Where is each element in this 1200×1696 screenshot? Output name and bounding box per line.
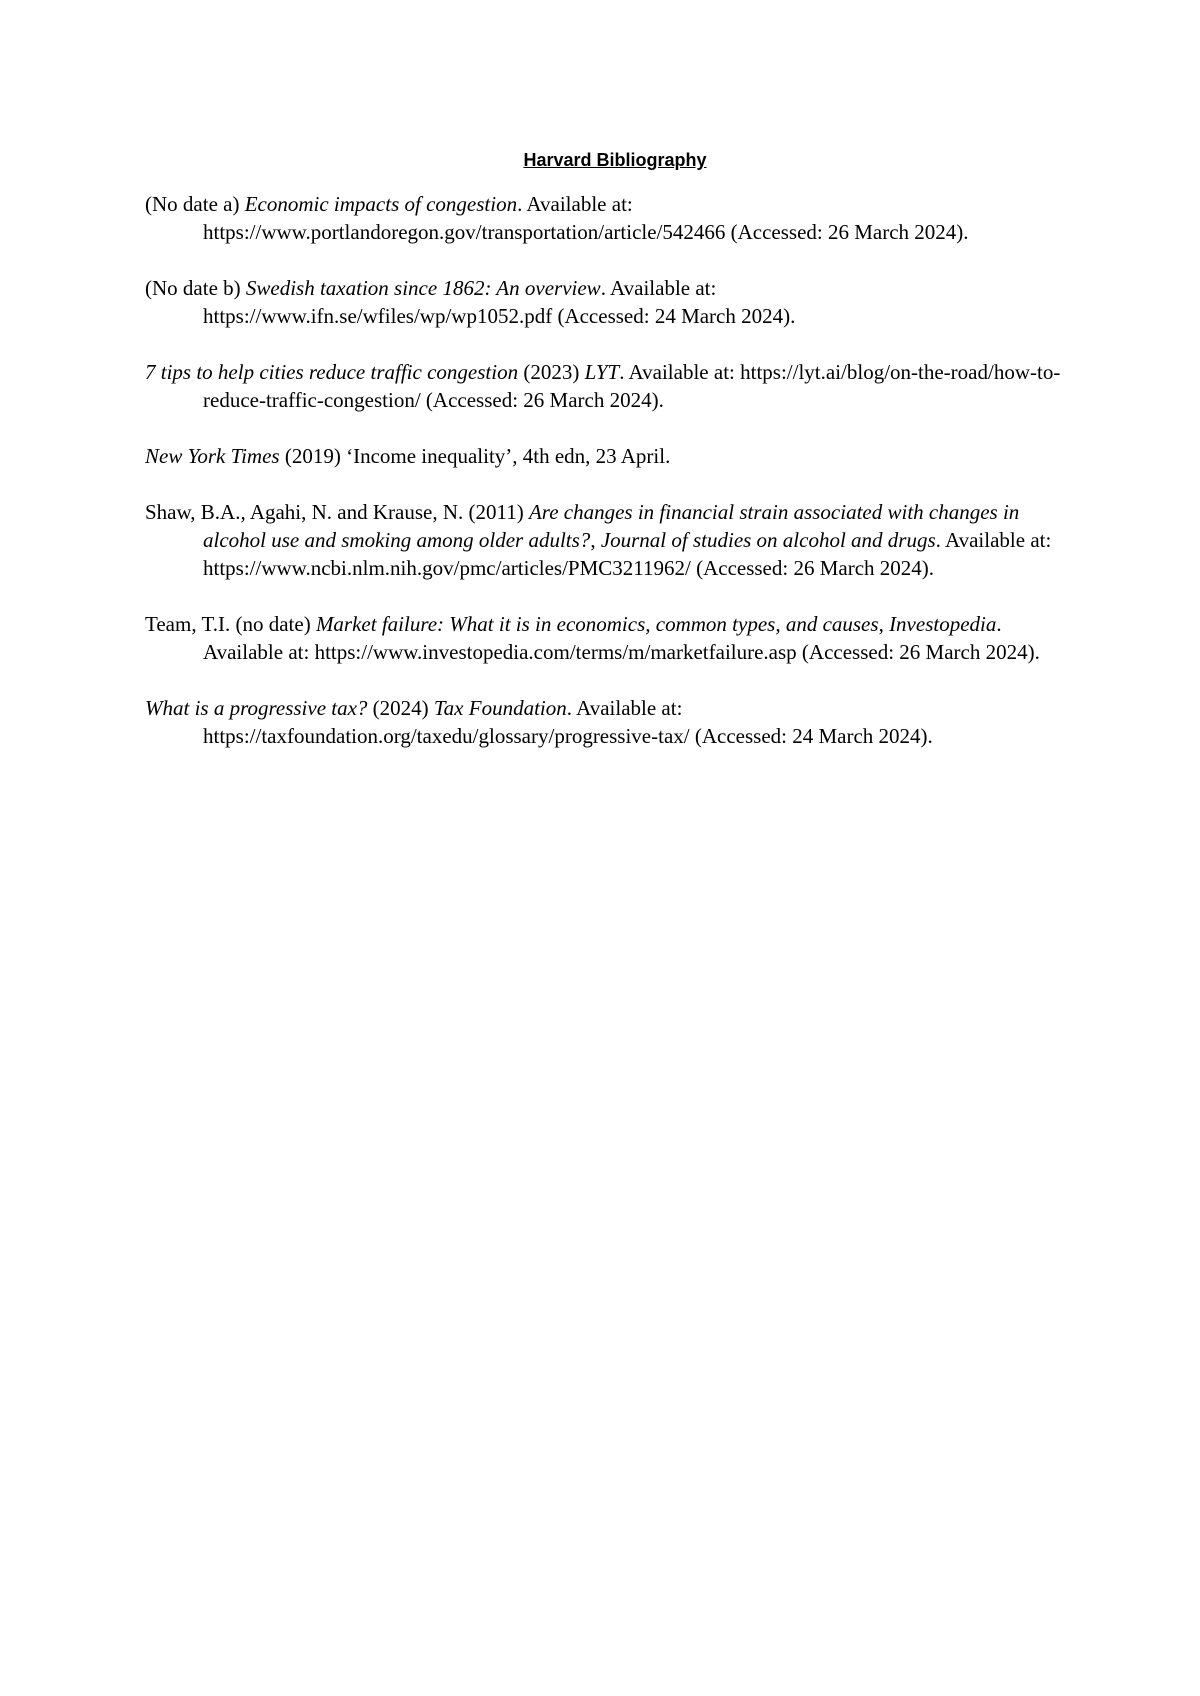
entry-title: Market failure: What it is in economics, common types, and causes [315,612,879,636]
entry-text: , [878,612,890,636]
entry-text: . Available at: https://lyt.ai/blog/on-the-road/how-to-reduce-traffic-congestion/ (Accessed: 26 March 2024). [203,360,1061,412]
entry-text: . Available at: https://www.portlandoregon.gov/transportation/article/542466 (Accessed: 26 March 2024). [203,192,969,244]
bibliography-entry [145,610,1065,666]
entry-source: Tax Foundation [433,696,567,720]
entry-text: (2023) [518,360,585,384]
bibliography-entry [145,498,1065,582]
entry-source: LYT [584,360,620,384]
entry-text: Shaw, B.A., Agahi, N. and Krause, N. (2011) [145,500,529,524]
entry-text: , [590,528,601,552]
entry-text: (No date a) [145,192,245,216]
entry-text: . Available at: https://www.ifn.se/wfiles/wp/wp1052.pdf (Accessed: 24 March 2024). [203,276,796,328]
bibliography-entry [145,358,1065,414]
entry-title: Are changes in financial strain associated with changes in alcohol use and smoking among older adults? [203,500,1020,552]
entry-text: . Available at: https://www.ncbi.nlm.nih.gov/pmc/articles/PMC3211962/ (Accessed: 26 March 2024). [203,528,1052,580]
entry-title: 7 tips to help cities reduce traffic congestion [145,360,519,384]
entry-text: (2019) ‘Income inequality’, 4th edn, 23 April. [279,444,671,468]
bibliography-entry [145,274,1065,330]
bibliography-title: Harvard Bibliography [523,150,707,170]
entry-text: (2024) [367,696,434,720]
entry-text: . Available at: https://taxfoundation.org/taxedu/glossary/progressive-tax/ (Accessed: 24 March 2024). [203,696,933,748]
entry-title: What is a progressive tax? [145,696,368,720]
entry-title: Economic impacts of congestion [244,192,518,216]
entry-text: (No date b) [145,276,246,300]
bibliography-entry [145,442,1065,470]
bibliography-content [145,146,1065,750]
bibliography-entry [145,694,1065,750]
entry-source: Journal of studies on alcohol and drugs [600,528,936,552]
entry-text: Team, T.I. (no date) [145,612,316,636]
entry-source: Investopedia [889,612,997,636]
entry-title: Swedish taxation since 1862: An overview [245,276,601,300]
bibliography-entry [145,190,1065,246]
entry-source: New York Times [145,444,280,468]
entry-text: . Available at: https://www.investopedia.com/terms/m/marketfailure.asp (Accessed: 26 March 2024). [203,612,1040,664]
